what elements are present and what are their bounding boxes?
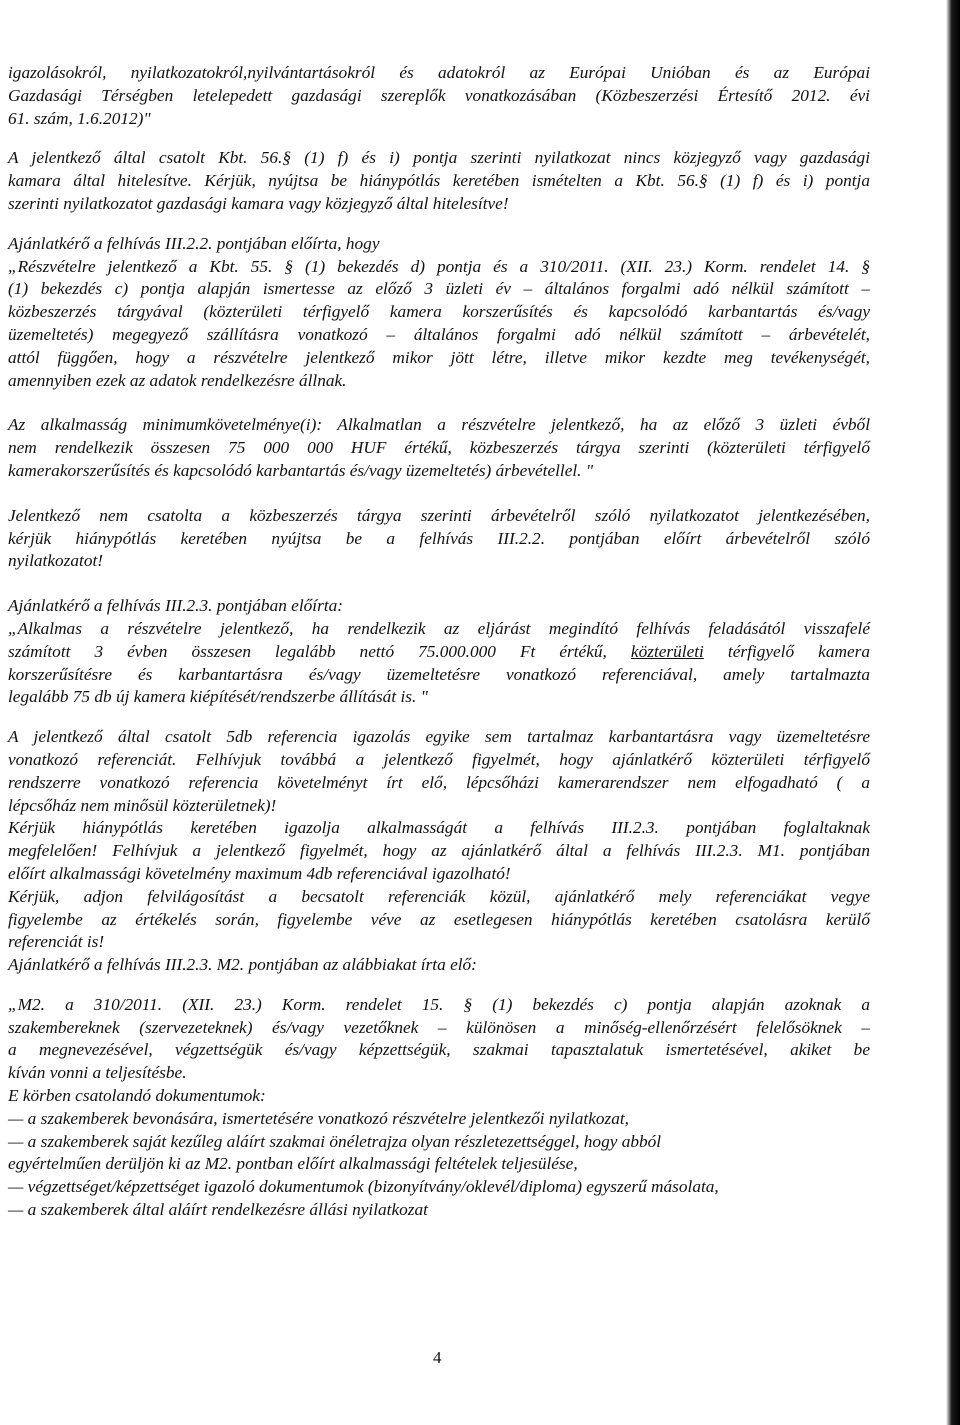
text-span: térfigyelő kamera [703,641,870,661]
text-line: közbeszerzés tárgyával (közterületi térfigyelő kamera korszerűsítés és kapcsolódó karbantartás és/vagy [8,302,870,322]
text-line: legalább 75 db új kamera kiépítését/rendszerbe állítását is. " [8,687,428,707]
scan-dark-edge [946,0,960,1425]
text-line: a megnevezésével, végzettségük és/vagy képzettségük, szakmai tapasztalatuk ismertetésével, akiket be [8,1040,870,1060]
paragraph-1 [8,62,870,130]
page-number: 4 [433,1348,442,1367]
list-item: — végzettséget/képzettséget igazoló dokumentumok (bizonyítvány/oklevél/diploma) egyszerű másolata, [8,1177,719,1197]
text-line: nem rendelkezik összesen 75 000 000 HUF értékű, közbeszerzés tárgya szerinti (közterületi térfigyelő [8,438,870,458]
text-line: rendszerre vonatkozó referencia követelményt írt elő, lépcsőházi kamerarendszer nem elfogadható ( a [8,772,870,792]
text-line: Ajánlatkérő a felhívás III.2.3. pontjában előírta: [8,596,344,616]
list-item: — a szakemberek saját kezűleg aláírt szakmai önéletrajza olyan részletezettséggel, hogy abból [8,1131,662,1151]
text-line: kíván vonni a teljesítésbe. [8,1063,187,1083]
text-line: korszerűsítésre és karbantartásra és/vagy üzemeltetésre vonatkozó referenciával, amely tartalmazta [8,664,870,684]
text-line: Kérjük, adjon felvilágosítást a becsatolt referenciák közül, ajánlatkérő mely referenciákat vegye [8,886,870,906]
text-line: „Részvételre jelentkező a Kbt. 55. § (1) bekezdés d) pontja és a 310/2011. (XII. 23.) Korm. rendelet 14. § [8,256,870,276]
text-span: számított 3 évben összesen legalább nettó 75.000.000 Ft értékű, [8,641,631,661]
underlined-term: közterületi [630,641,704,661]
text-line: kamara által hitelesítve. Kérjük, nyújtsa be hiánypótlás keretében ismételten a Kbt. 56.§ (1) f) és i) pontja [8,171,870,191]
paragraph-6 [8,595,870,709]
text-line: E körben csatolandó dokumentumok: [8,1086,266,1106]
paragraph-3 [8,233,870,393]
paragraph-4 [8,414,870,482]
text-line: előírt alkalmassági követelmény maximum 4db referenciával igazolható! [8,863,511,883]
text-line: (1) bekezdés c) pontja alapján ismertesse az előző 3 üzleti év – általános forgalmi adó nélkül számított – [8,279,870,299]
text-line: Az alkalmasság minimumkövetelménye(i): Alkalmatlan a részvételre jelentkező, ha az előző 3 üzleti évből [8,415,870,435]
text-line: attól függően, hogy a részvételre jelentkező mikor jött létre, illetve mikor kezdte meg tevékenységét, [8,347,870,367]
text-line: 61. szám, 1.6.2012)" [8,108,151,128]
text-line: szakembereknek (szervezeteknek) és/vagy vezetőknek – különösen a minőség-ellenőrzésért felelősöknek – [8,1017,870,1037]
text-line: referenciát is! [8,932,105,952]
text-line: A jelentkező által csatolt 5db referencia igazolás egyike sem tartalmaz karbantartásra vagy üzemeltetésre [8,727,870,747]
text-line: figyelembe az értékelés során, figyelembe véve az esetlegesen hiánypótlás keretében csatolásra kerülő [8,909,870,929]
text-line: amennyiben ezek az adatok rendelkezésre állnak. [8,370,347,390]
paragraph-5 [8,505,870,573]
text-line: szerinti nyilatkozatot gazdasági kamara vagy közjegyző által hitelesítve! [8,193,509,213]
text-line: vonatkozó referenciát. Felhívjuk továbbá a jelentkező figyelmét, hogy ajánlatkérő közterületi térfigyelő [8,749,870,769]
paragraph-2 [8,147,870,215]
paragraph-8 [8,994,870,1222]
text-line: Jelentkező nem csatolta a közbeszerzés tárgya szerinti árbevételről szóló nyilatkozatot jelentkezésében, [8,505,870,525]
text-line: igazolásokról, nyilatkozatokról,nyilvántartásokról és adatokról az Európai Unióban és az Európai [8,63,870,82]
text-line: üzemeltetés) megegyező szállításra vonatkozó – általános forgalmi adó nélkül számított – árbevételét, [8,324,870,344]
text-line: Kérjük hiánypótlás keretében igazolja alkalmasságát a felhívás III.2.3. pontjában foglaltaknak [8,818,870,838]
list-item: — a szakemberek bevonására, ismertetésére vonatkozó részvételre jelentkezői nyilatkozat, [8,1108,629,1128]
text-line: Ajánlatkérő a felhívás III.2.2. pontjában előírta, hogy [8,233,380,253]
text-line: „Alkalmas a részvételre jelentkező, ha rendelkezik az eljárást megindító felhívás feladásától visszafelé [8,618,870,638]
list-item: — a szakemberek által aláírt rendelkezésre állási nyilatkozat [8,1200,428,1220]
document-body [8,62,870,1222]
text-line: kamerakorszerűsítés és kapcsolódó karbantartás és/vagy üzemeltetés) árbevétellel. " [8,460,594,480]
text-line: kérjük hiánypótlás keretében nyújtsa be a felhívás III.2.2. pontjában előírt árbevételről szóló [8,528,870,548]
text-line: megfelelően! Felhívjuk a jelentkező figyelmét, hogy az ajánlatkérő által a felhívás III.2.3. M1. pontjában [8,841,870,861]
text-line: egyértelműen derüljön ki az M2. pontban előírt alkalmassági feltételek teljesülése, [8,1154,578,1174]
text-line: nyilatkozatot! [8,551,104,571]
text-line [8,641,870,664]
text-line: Ajánlatkérő a felhívás III.2.3. M2. pontjában az alábbiakat írta elő: [8,955,477,975]
text-line: lépcsőház nem minősül közterületnek)! [8,795,277,815]
paragraph-7 [8,726,870,977]
text-line: A jelentkező által csatolt Kbt. 56.§ (1) f) és i) pontja szerinti nyilatkozat nincs közjegyző vagy gazdasági [8,148,870,168]
text-line: Gazdasági Térségben letelepedett gazdasági szereplők vonatkozásában (Közbeszerzési Értesítő 2012. évi [8,85,870,105]
text-line: „M2. a 310/2011. (XII. 23.) Korm. rendelet 15. § (1) bekezdés c) pontja alapján azoknak a [8,994,870,1014]
